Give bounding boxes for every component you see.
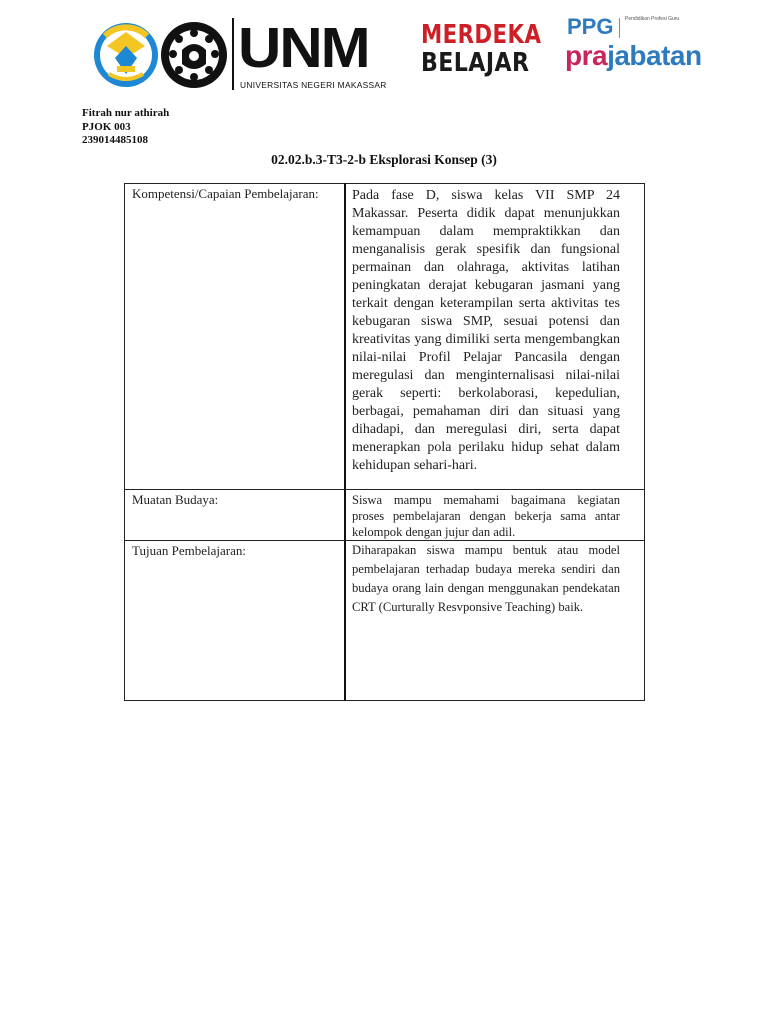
cultural-content-label: Muatan Budaya: — [132, 492, 219, 507]
ppg-small-text: Pendidikan Profesi Guru — [625, 16, 680, 22]
ppg-divider — [619, 18, 620, 38]
student-identity — [82, 107, 169, 148]
prajabatan-logo — [565, 40, 702, 72]
kemdikbud-logo — [93, 22, 159, 88]
label-cell — [125, 541, 346, 701]
prajabatan-pra: pra — [565, 40, 608, 71]
unm-subtitle: UNIVERSITAS NEGERI MAKASSAR — [240, 80, 387, 90]
competency-value: Pada fase D, siswa kelas VII SMP 24 Makassar. Peserta didik dapat menunjukkan kemampuan dalam mempraktikkan dan menganalisis gerak spesifik dan fungsional permainan dan olahraga, aktivitas latihan peningkatan derajat kebugaran jasmani yang terkait dengan keterampilan serta aktivitas tes kebugaran siswa SMP, sesuai potensi dan kreativitas yang dimiliki serta mengembangkan nilai-nilai Profil Pelajar Pancasila dengan meregulasi dan menginternalisasi nilai-nilai gerak seperti: berkolaborasi, kepedulian, berbagai, pemahaman diri dan situasi yang dihadapi, dan meregulasi diri, serta dapat menerapkan pola perilaku hidup sehat dalam kehidupan sehari-hari. — [352, 188, 620, 473]
table-row — [125, 541, 645, 701]
unm-wordmark: UNM — [238, 15, 369, 80]
learning-table — [124, 183, 645, 701]
competency-label: Kompetensi/Capaian Pembelajaran: — [132, 186, 319, 201]
student-name: Fitrah nur athirah — [82, 107, 170, 119]
learning-objective-value: Diharapakan siswa mampu bentuk atau model pembelajaran terhadap budaya mereka sendiri dan budaya orang lain dengan menggunakan pendekatan CRT (Curturally Resvponsive Teaching) baik. — [352, 543, 620, 614]
merdeka-logo-line1: MERDEKA — [421, 20, 542, 50]
student-class: PJOK 003 — [82, 120, 131, 133]
table-row — [125, 490, 645, 541]
merdeka-logo-line2: BELAJAR — [421, 48, 530, 78]
unm-divider — [232, 18, 234, 90]
prajabatan-rest: jabatan — [607, 40, 702, 71]
value-cell — [345, 541, 645, 701]
ppg-logo-label: PPG — [567, 14, 614, 39]
label-cell — [125, 490, 346, 541]
logo-bar — [0, 14, 768, 94]
value-cell — [345, 490, 645, 541]
document-title: 02.02.b.3-T3-2-b Eksplorasi Konsep (3) — [271, 152, 497, 167]
table-row — [125, 184, 645, 490]
learning-objective-label: Tujuan Pembelajaran: — [132, 543, 246, 558]
student-id-number: 239014485108 — [82, 134, 148, 146]
cultural-content-value: Siswa mampu memahami bagaimana kegiatan proses pembelajaran dengan bekerja sama antar kelompok dengan jujur dan adil. — [352, 493, 620, 539]
label-cell — [125, 184, 346, 490]
unm-emblem-logo — [160, 20, 228, 90]
value-cell — [345, 184, 645, 490]
